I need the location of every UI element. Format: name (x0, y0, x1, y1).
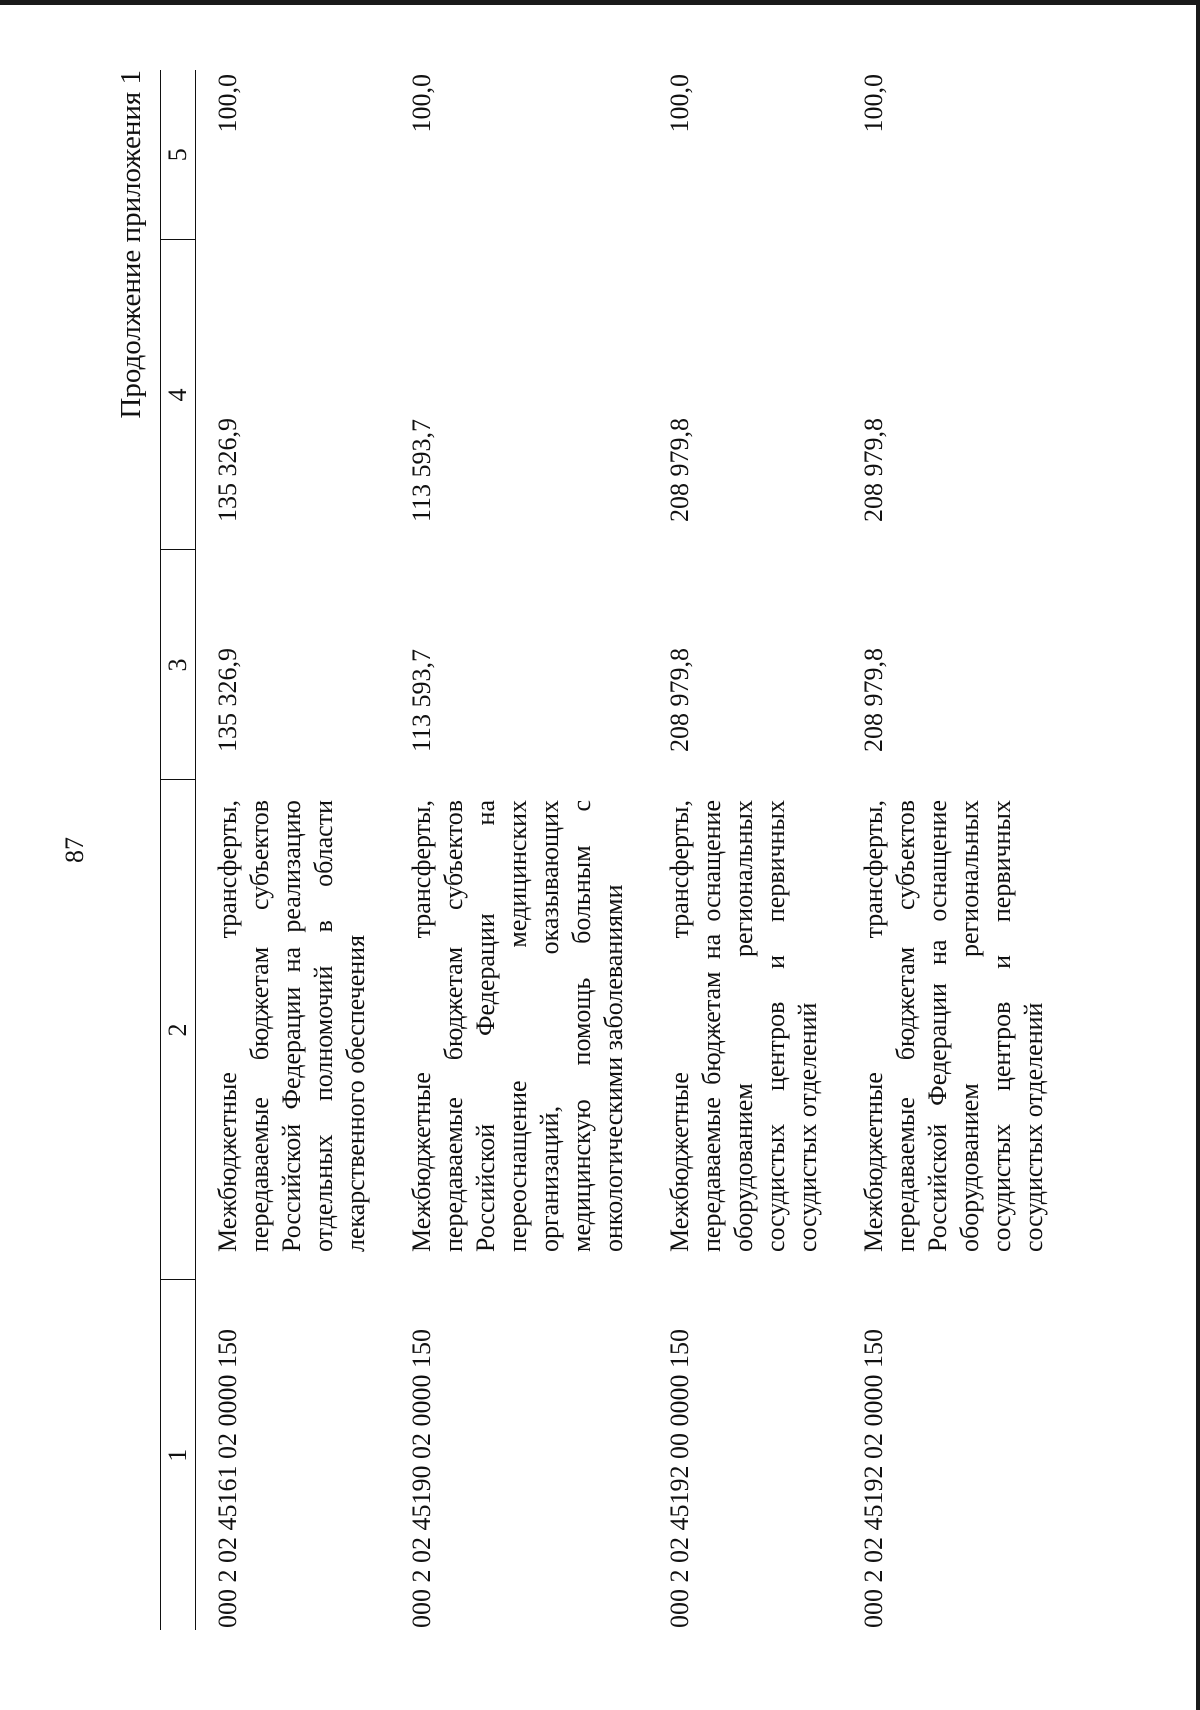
budget-table (160, 70, 1068, 1630)
row-code: 000 2 02 45192 00 0000 150 (665, 1329, 694, 1628)
row-col4: 113 593,7 (407, 418, 436, 522)
row-col5: 100,0 (407, 74, 436, 133)
header-col-3: 3 (161, 550, 196, 780)
header-col-1: 1 (161, 1280, 196, 1630)
row-col3: 135 326,9 (213, 648, 242, 752)
table-row (196, 70, 391, 1630)
row-name: Межбюджетные трансферты, передаваемые бюджетам субъектов Российской Федерации на реализацию отдельных полномочий в области лекарственного обеспечения (213, 800, 370, 1252)
page-number: 87 (60, 837, 89, 863)
row-name: Межбюджетные трансферты, передаваемые бюджетам на оснащение оборудованием региональных сосудистых центров и первичных сосудистых отделений (665, 800, 822, 1252)
row-code: 000 2 02 45190 02 0000 150 (407, 1329, 436, 1628)
table-row (648, 70, 842, 1630)
row-col3: 208 979,8 (859, 648, 888, 752)
table-row (390, 70, 648, 1630)
row-col4: 135 326,9 (213, 418, 242, 522)
header-col-5: 5 (161, 70, 196, 240)
scan-edge-right (1196, 0, 1200, 1710)
row-code: 000 2 02 45192 02 0000 150 (859, 1329, 888, 1628)
table-body (196, 70, 1069, 1630)
row-col3: 113 593,7 (407, 648, 436, 752)
row-name: Межбюджетные трансферты, передаваемые бюджетам субъектов Российской Федерации на оснащение оборудованием региональных сосудистых центров и первичных сосудистых отделений (859, 800, 1048, 1252)
row-col3: 208 979,8 (665, 648, 694, 752)
row-name: Межбюджетные трансферты, передаваемые бюджетам субъектов Российской Федерации на переоснащение медицинских организаций, оказывающих медицинскую помощь больным с онкологическими заболеваниями (407, 800, 628, 1252)
rotated-content (60, 70, 1170, 1630)
header-col-2: 2 (161, 780, 196, 1280)
header-col-4: 4 (161, 240, 196, 550)
row-col5: 100,0 (859, 74, 888, 133)
table-row (842, 70, 1068, 1630)
row-col5: 100,0 (213, 74, 242, 133)
row-code: 000 2 02 45161 02 0000 150 (213, 1329, 242, 1628)
row-col5: 100,0 (665, 74, 694, 133)
row-col4: 208 979,8 (859, 418, 888, 522)
table-header (161, 70, 196, 1630)
row-col4: 208 979,8 (665, 418, 694, 522)
scan-edge-top (0, 0, 1200, 5)
header-row (161, 70, 196, 1630)
continuation-label: Продолжение приложения 1 (115, 70, 147, 419)
